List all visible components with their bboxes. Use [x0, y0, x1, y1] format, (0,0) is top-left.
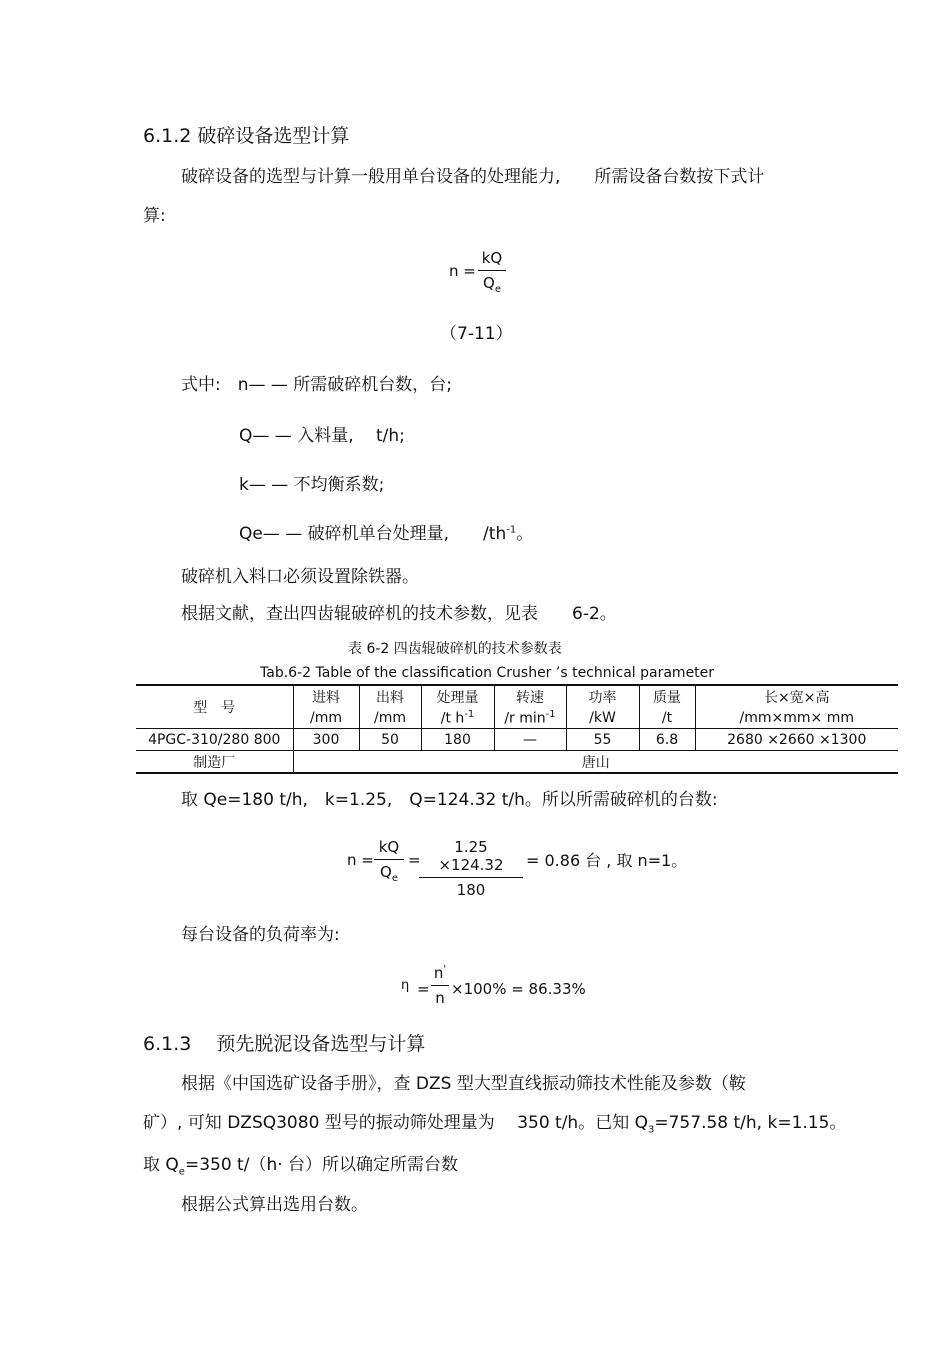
cell-maker-value: 唐山 — [293, 751, 898, 774]
intro-paragraph-line2: 算: — [143, 206, 166, 226]
cell-speed: — — [494, 729, 566, 751]
eta-equals: = — [417, 980, 430, 998]
table-maker-row — [136, 751, 898, 774]
section-heading-6-1-3: 6.1.3 预先脱泥设备选型与计算 — [143, 1033, 426, 1055]
calc-fraction-2 — [419, 838, 523, 899]
calc-lhs: n = — [347, 851, 374, 869]
where-Q: Q— — 入料量, t/h; — [239, 426, 405, 446]
calc-numerator-2: 1.25 ×124.32 — [438, 838, 504, 874]
where-n: 式中: n— — 所需破碎机台数，台; — [181, 375, 453, 395]
cell-maker-label: 制造厂 — [136, 751, 293, 774]
cell-mass: 6.8 — [639, 729, 695, 751]
formula-numerator: kQ — [481, 249, 503, 267]
cell-discharge: 50 — [359, 729, 421, 751]
section-613-line4: 根据公式算出选用台数。 — [181, 1195, 368, 1215]
formula-denominator: $Q_e$ — [483, 274, 501, 295]
table-header-row-1 — [136, 685, 898, 707]
table-row — [136, 729, 898, 751]
cell-feed: 300 — [293, 729, 359, 751]
table-caption-cn: 表 6-2 四齿辊破碎机的技术参数表 — [348, 641, 562, 657]
formula-lhs: n = — [449, 262, 476, 280]
eta-numerator: n' — [433, 964, 447, 982]
eta-denominator: n — [435, 989, 445, 1007]
calc-equals: = — [408, 851, 421, 869]
intro-paragraph-line1: 破碎设备的选型与计算一般用单台设备的处理能力, 所需设备台数按下式计 — [181, 167, 765, 187]
header-model: 型 号 — [136, 685, 293, 729]
load-rate-intro: 每台设备的负荷率为: — [181, 925, 340, 945]
calc-denominator-2: 180 — [456, 881, 486, 899]
calc-denominator-1: $Q_e$ — [380, 863, 398, 884]
section-613-line2: 矿）, 可知 DZSQ3080 型号的振动筛处理量为 350 t/h。已知 $Q_3=757.58$ t/h, k=1.15。 — [143, 1113, 847, 1136]
header-discharge-unit: /mm — [359, 707, 421, 729]
equation-number: （7-11） — [440, 324, 513, 344]
header-mass: 质量 — [639, 685, 695, 707]
eta-symbol: η — [401, 978, 410, 993]
section-heading-6-1-2: 6.1.2 破碎设备选型计算 — [143, 125, 350, 147]
note-iron-remover: 破碎机入料口必须设置除铁器。 — [181, 567, 419, 587]
header-feed: 进料 — [293, 685, 359, 707]
header-power-unit: /kW — [566, 707, 639, 729]
header-dimensions: 长×宽×高 — [695, 685, 898, 707]
header-speed-unit: /r $\min^{-1}$ — [494, 707, 566, 729]
formula-fraction — [478, 249, 506, 295]
section-613-line1: 根据《中国选矿设备手册》，查 DZS 型大型直线振动筛技术性能及参数（鞍 — [181, 1074, 746, 1094]
eta-fraction — [431, 964, 449, 1007]
note-reference: 根据文献，查出四齿辊破碎机的技术参数，见表 6-2。 — [181, 604, 617, 624]
header-mass-unit: /t — [639, 707, 695, 729]
fraction-bar — [419, 877, 523, 878]
fraction-bar — [478, 270, 506, 271]
header-feed-unit: /mm — [293, 707, 359, 729]
header-dimensions-unit: /mm×mm× mm — [739, 709, 854, 726]
section-613-line3: 取 $Q_e=350$ t/（h· 台）所以确定所需台数 — [143, 1155, 459, 1178]
calc-numerator-1: kQ — [378, 838, 400, 856]
calc-fraction-1 — [374, 838, 404, 884]
given-values: 取 Qe=180 t/h, k=1.25, Q=124.32 t/h。所以所需破碎机的台数: — [181, 790, 718, 810]
cell-capacity: 180 — [421, 729, 494, 751]
cell-power: 55 — [566, 729, 639, 751]
cell-dimensions: 2680 ×2660 ×1300 — [695, 729, 898, 751]
eta-result: ×100% = 86.33% — [451, 980, 586, 998]
header-capacity-unit: /t $h^{-1}$ — [421, 707, 494, 729]
header-discharge: 出料 — [359, 685, 421, 707]
calc-result: = 0.86 台 , 取 n=1。 — [526, 851, 688, 870]
where-k: k— — 不均衡系数; — [239, 475, 385, 495]
fraction-bar — [431, 985, 449, 986]
fraction-bar — [374, 859, 404, 860]
header-capacity: 处理量 — [421, 685, 494, 707]
where-Qe: Qe— — 破碎机单台处理量, $/th^{-1}$。 — [239, 524, 534, 544]
cell-model: 4PGC-310/280 800 — [136, 729, 293, 751]
header-speed: 转速 — [494, 685, 566, 707]
table-caption-en: Tab.6-2 Table of the classification Crusher ’s technical parameter — [260, 665, 715, 681]
parameter-table — [136, 684, 898, 774]
header-power: 功率 — [566, 685, 639, 707]
